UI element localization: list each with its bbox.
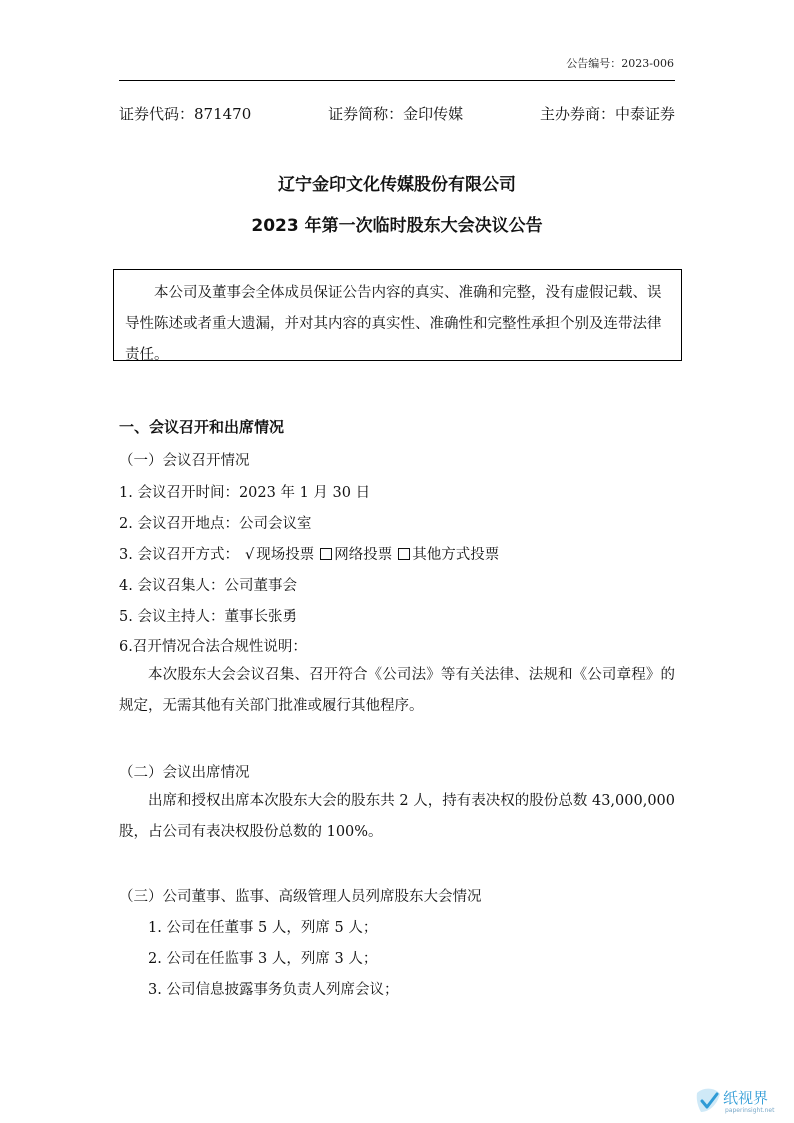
doc-number: 公告编号：2023-006 (566, 57, 674, 70)
header-rule (119, 80, 675, 81)
watermark-logo (693, 1085, 793, 1121)
sub2-heading: （二）会议出席情况 (119, 765, 250, 781)
watermark-name: 纸视界 (723, 1089, 769, 1107)
meeting-method-label: 3. 会议召开方式： (119, 547, 239, 563)
security-abbr: 证券简称：金印传媒 (328, 105, 464, 123)
meeting-host: 5. 会议主持人：董事长张勇 (119, 609, 297, 625)
watermark-site: paperinsight.net (725, 1107, 775, 1114)
paperinsight-logo-icon (693, 1085, 723, 1115)
meeting-method (119, 543, 499, 564)
directors-attendance: 1. 公司在任董事 5 人，列席 5 人； (148, 920, 378, 936)
security-info-row (119, 103, 675, 124)
sub1-heading: （一）会议召开情况 (119, 453, 250, 469)
meeting-convener: 4. 会议召集人：公司董事会 (119, 578, 297, 594)
compliance-text: 本次股东大会会议召集、召开符合《公司法》等有关法律、法规和《公司章程》的规定，无需其他有关部门批准或履行其他程序。 (119, 667, 675, 714)
method-option-online: 网络投票 (334, 547, 393, 563)
attendance-paragraph (119, 786, 675, 848)
notice-text: 本公司及董事会全体成员保证公告内容的真实、准确和完整，没有虚假记载、误导性陈述或者重大遗漏，并对其内容的真实性、准确性和完整性承担个别及连带法律责任。 (125, 285, 662, 363)
compliance-paragraph (119, 660, 675, 722)
empty-checkbox-icon (398, 548, 410, 560)
method-option-other: 其他方式投票 (412, 547, 500, 563)
responsibility-notice-box (113, 269, 682, 361)
meeting-time: 1. 会议召开时间：2023 年 1 月 30 日 (119, 485, 371, 501)
section1-heading: 一、会议召开和出席情况 (119, 418, 285, 436)
attendance-text: 出席和授权出席本次股东大会的股东共 2 人，持有表决权的股份总数 43,000,000 股，占公司有表决权股份总数的 100%。 (119, 793, 675, 840)
sponsor-broker: 主办券商：中泰证券 (539, 105, 675, 123)
announcement-title: 2023 年第一次临时股东大会决议公告 (251, 216, 543, 236)
compliance-heading: 6.召开情况合法合规性说明： (119, 639, 307, 655)
empty-checkbox-icon (320, 548, 332, 560)
method-option-onsite: 现场投票 (256, 547, 315, 563)
sub3-heading: （三）公司董事、监事、高级管理人员列席股东大会情况 (119, 889, 482, 905)
supervisors-attendance: 2. 公司在任监事 3 人，列席 3 人； (148, 951, 378, 967)
checkmark-icon: √ (244, 547, 255, 563)
disclosure-officer-attendance: 3. 公司信息披露事务负责人列席会议； (148, 982, 399, 998)
meeting-location: 2. 会议召开地点：公司会议室 (119, 516, 312, 532)
security-code: 证券代码：871470 (119, 105, 252, 123)
company-title: 辽宁金印文化传媒股份有限公司 (278, 175, 516, 195)
